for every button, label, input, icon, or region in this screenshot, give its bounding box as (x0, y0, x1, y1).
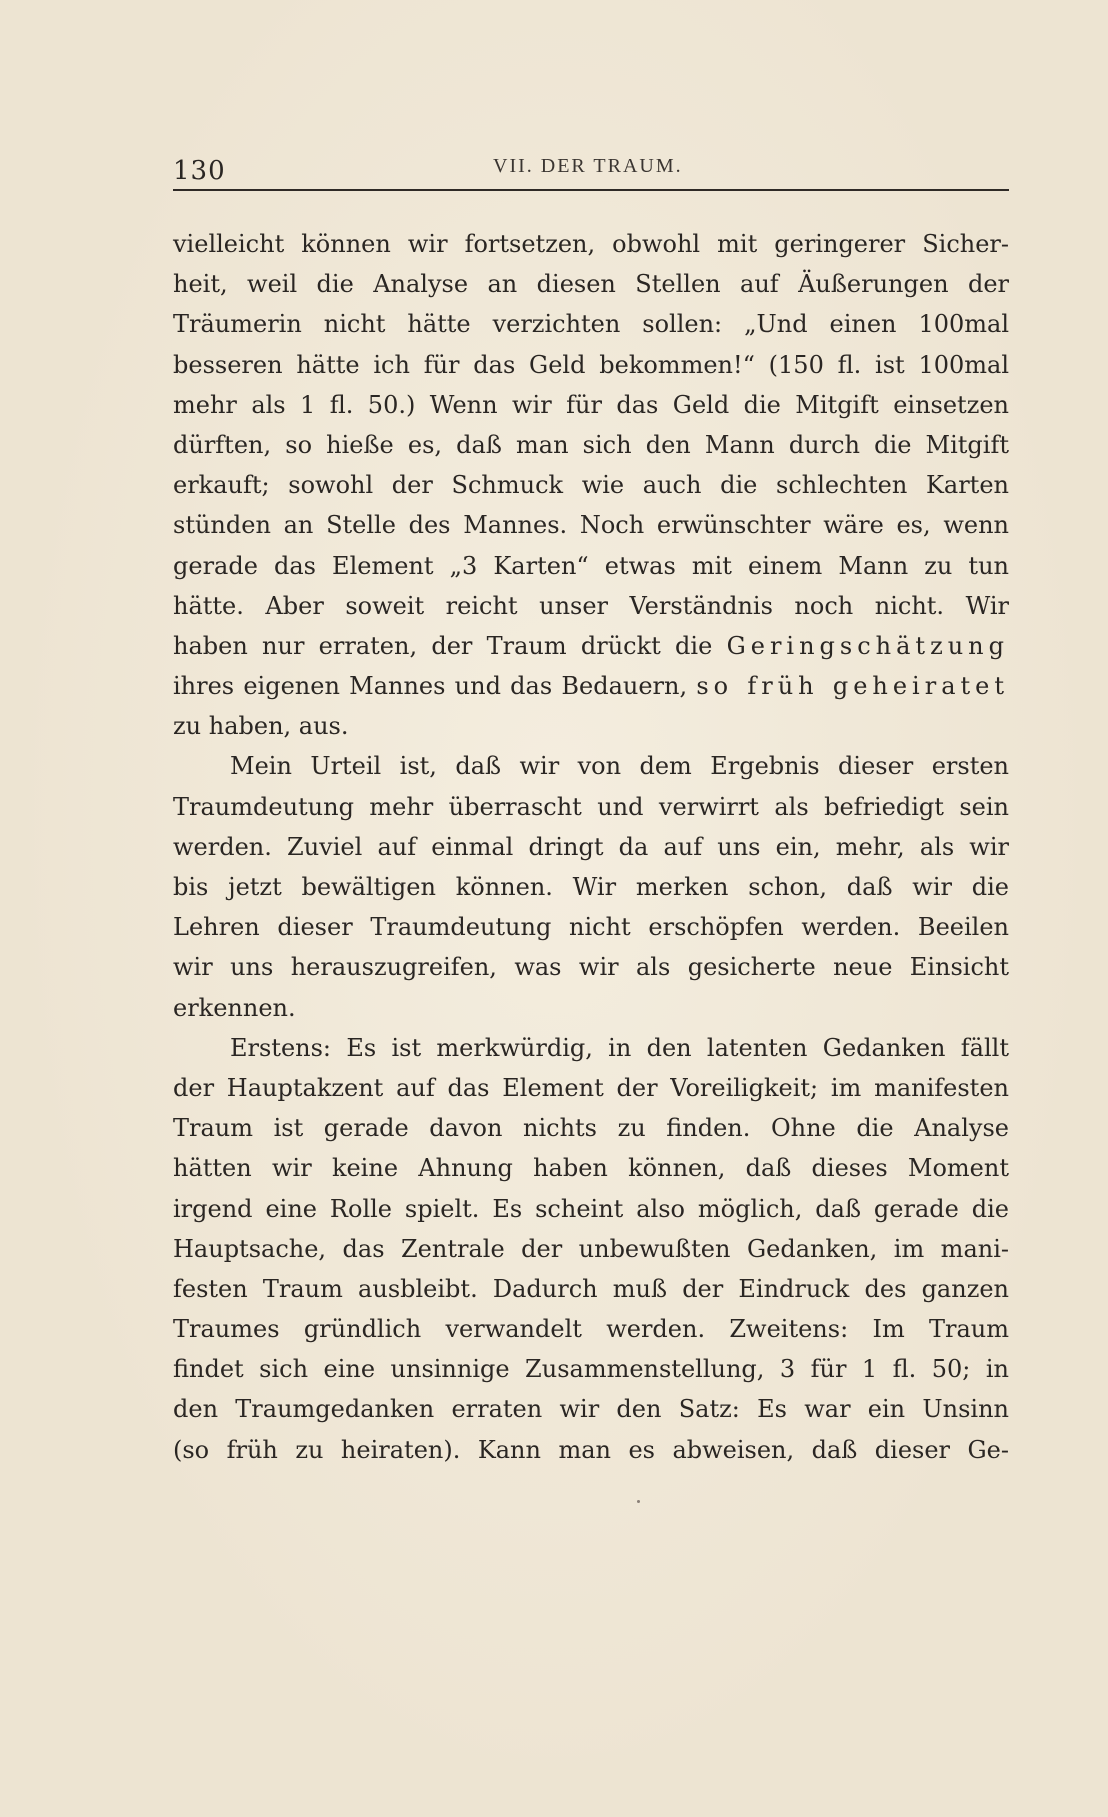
text-line: Traumes gründlich verwandelt werden. Zweitens: Im Traum (173, 1315, 1009, 1344)
line-text: ihres eigenen Mannes und das Bedauern, (173, 672, 697, 701)
emphasized-text: so früh geheiratet (696, 672, 1009, 701)
text-line: gerade das Element „3 Karten“ etwas mit einem Mann zu tun (173, 551, 1009, 580)
emphasized-text: Geringschätzung (726, 631, 1009, 660)
running-head: VII. DER TRAUM. (493, 155, 683, 177)
text-line (173, 666, 1009, 706)
text-line: Lehren dieser Traumdeutung nicht erschöpfen werden. Beeilen (173, 913, 1009, 942)
text-line: hätten wir keine Ahnung haben können, daß dieses Moment (173, 1154, 1009, 1183)
line-text: haben nur erraten, der Traum drückt die (173, 631, 727, 660)
text-line: wir uns herauszugreifen, was wir als gesicherte neue Einsicht (173, 953, 1009, 982)
text-line: Erstens: Es ist merkwürdig, in den latenten Gedanken fällt (230, 1033, 1009, 1062)
body-text (173, 224, 1009, 1470)
text-line: Traumdeutung mehr überrascht und verwirrt als befriedigt sein (173, 792, 1009, 821)
page-number: 130 (173, 156, 226, 186)
text-line: den Traumgedanken erraten wir den Satz: Es war ein Unsinn (173, 1395, 1009, 1424)
text-line: der Hauptakzent auf das Element der Voreiligkeit; im manifesten (173, 1073, 1009, 1102)
text-line: (so früh zu heiraten). Kann man es abweisen, daß dieser Ge- (173, 1435, 1009, 1464)
text-line: dürften, so hieße es, daß man sich den Mann durch die Mitgift (173, 430, 1009, 459)
print-speck (637, 1500, 640, 1503)
text-line: festen Traum ausbleibt. Dadurch muß der Eindruck des ganzen (173, 1274, 1009, 1303)
text-line: vielleicht können wir fortsetzen, obwohl mit geringerer Sicher- (173, 230, 1009, 258)
text-line: besseren hätte ich für das Geld bekommen!“ (150 fl. ist 100mal (173, 350, 1009, 379)
text-line: Traum ist gerade davon nichts zu finden. Ohne die Analyse (173, 1114, 1009, 1143)
text-line: stünden an Stelle des Mannes. Noch erwünschter wäre es, wenn (173, 511, 1009, 540)
text-line: heit, weil die Analyse an diesen Stellen auf Äußerungen der (173, 270, 1009, 299)
text-line: erkennen. (173, 993, 296, 1022)
page-header (173, 150, 1009, 190)
text-line (173, 626, 1009, 666)
text-line: werden. Zuviel auf einmal dringt da auf uns ein, mehr, als wir (173, 832, 1009, 861)
text-line: irgend eine Rolle spielt. Es scheint also möglich, daß gerade die (173, 1194, 1009, 1223)
text-line: Hauptsache, das Zentrale der unbewußten Gedanken, im mani- (173, 1234, 1009, 1263)
text-line: hätte. Aber soweit reicht unser Verständnis noch nicht. Wir (173, 591, 1009, 620)
text-line: mehr als 1 fl. 50.) Wenn wir für das Geld die Mitgift einsetzen (173, 390, 1009, 419)
header-rule (173, 189, 1009, 191)
text-line: erkauft; sowohl der Schmuck wie auch die schlechten Karten (173, 471, 1009, 500)
text-line: Mein Urteil ist, daß wir von dem Ergebnis dieser ersten (230, 752, 1009, 781)
text-line: findet sich eine unsinnige Zusammenstellung, 3 für 1 fl. 50; in (173, 1355, 1009, 1384)
text-line: Träumerin nicht hätte verzichten sollen: „Und einen 100mal (173, 310, 1009, 339)
text-line: zu haben, aus. (173, 712, 349, 741)
text-line: bis jetzt bewältigen können. Wir merken schon, daß wir die (173, 873, 1009, 901)
